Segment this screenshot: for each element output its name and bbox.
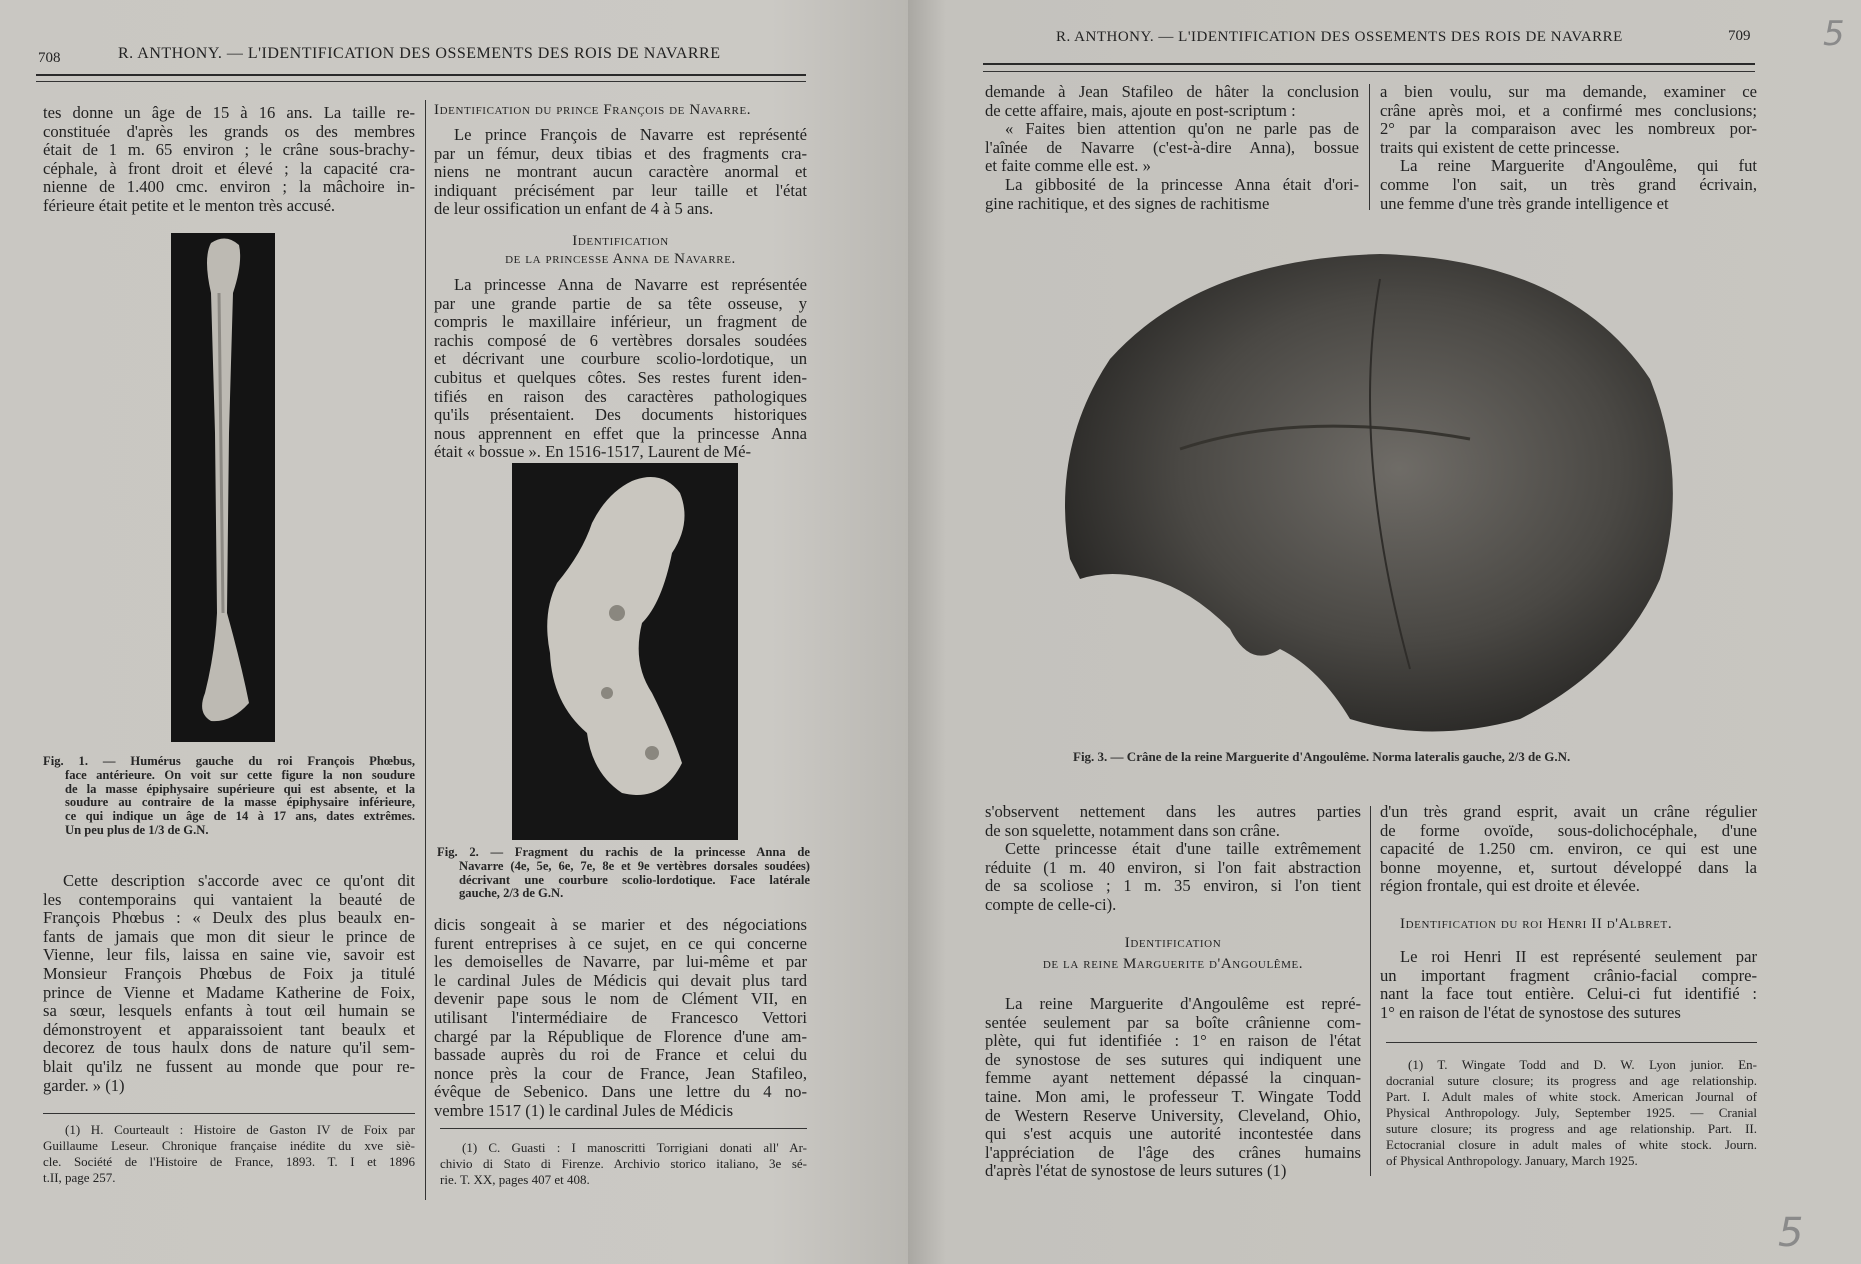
text-line: dicis songeait à se marier et des négociations	[434, 915, 807, 934]
column-divider	[1369, 84, 1370, 210]
francois-paragraph	[434, 126, 807, 219]
text-line: soudure au contraire de la masse épiphysaire inférieure,	[65, 795, 415, 810]
text-line: 1° en raison de l'état de synostose des sutures	[1380, 1002, 1681, 1022]
text-line: cubitus et quelques côtes. Ses restes furent iden-	[434, 367, 807, 387]
header-rule	[36, 74, 806, 76]
footnote-rule	[43, 1113, 415, 1114]
text-line: (1) T. Wingate Todd and D. W. Lyon junior. En-	[1408, 1057, 1757, 1072]
anna-paragraph	[434, 276, 807, 462]
text-line: et faite comme elle est. »	[985, 156, 1151, 176]
text-line: Monsieur François Phœbus de Foix ja titulé	[43, 963, 415, 983]
text-line: Cette princesse était d'une taille extrêmement	[1005, 839, 1361, 859]
text-line: les contemporains qui vantaient la beauté de	[43, 889, 415, 909]
text-line: nonce près la cour de France, Jean Stafileo,	[434, 1063, 807, 1083]
text-line: utilisant l'intermédiaire de Francesco Vettori	[434, 1007, 807, 1027]
text-line: demande à Jean Stafileo de hâter la conclusion	[985, 82, 1359, 101]
text-line: devenir pape sous le nom de Clément VII, en	[434, 989, 807, 1009]
text-line: Navarre (4e, 5e, 6e, 7e, 8e et 9e vertèbres dorsales soudées)	[459, 858, 810, 873]
text-line: Le roi Henri II est représenté seulement par	[1400, 947, 1757, 966]
text-line: d'un très grand esprit, avait un crâne régulier	[1380, 802, 1757, 821]
text-line: Ectocranial closure in adult males of white stock. Journ.	[1386, 1137, 1757, 1152]
text-line: « Faites bien attention qu'on ne parle pas de	[1005, 119, 1359, 139]
text-line: l'appréciation de l'âge des crânes humains	[985, 1142, 1361, 1162]
text-line: tes donne un âge de 15 à 16 ans. La taille re-	[43, 103, 415, 122]
text-line: decorez de tous haulx dons de nature qu'il sem-	[43, 1038, 415, 1058]
text-line: compte de celle-ci).	[985, 894, 1117, 914]
description-paragraph	[43, 872, 415, 1095]
text-line: démonstroyent et apparaissoient tant beaulx et	[43, 1019, 415, 1039]
section-heading: de la princesse Anna de Navarre.	[505, 251, 736, 267]
text-line: ce qui indique un âge de 14 à 17 ans, dates extrêmes.	[65, 809, 415, 824]
text-line: bassade auprès du roi de France et celui du	[434, 1045, 807, 1065]
anna-continued-paragraph	[985, 803, 1361, 915]
figure-2-caption	[437, 846, 810, 901]
footnote	[1386, 1057, 1757, 1169]
text-line: rachis composé de 6 vertèbres dorsales soudées	[434, 330, 807, 350]
text-line: La princesse Anna de Navarre est représentée	[454, 275, 807, 294]
left-page	[0, 0, 908, 1264]
text-line: nant la face tout entière. Celui-ci fut identifié :	[1380, 984, 1757, 1004]
text-line: 2° par la comparaison avec les nombreux por-	[1380, 119, 1757, 139]
text-line: région frontale, qui est droite et élevée.	[1380, 876, 1640, 896]
text-line: le cardinal Jules de Médicis qui devait plus tard	[434, 970, 807, 990]
text-line: docranial suture closure; its progress and age relationship.	[1386, 1073, 1757, 1088]
text-line: les demoiselles de Navarre, par lui-même et par	[434, 952, 807, 972]
text-line: chivio di Stato di Firenze. Archivio storico italiano, 3e sé-	[440, 1156, 807, 1171]
text-line: s'observent nettement dans les autres parties	[985, 802, 1361, 821]
text-line: de Western Reserve University, Cleveland, Ohio,	[985, 1105, 1361, 1125]
text-line: La reine Marguerite d'Angoulême, qui fut	[1400, 156, 1757, 176]
text-line: blait qu'ilz ne fussent au monde que pour re-	[43, 1056, 415, 1076]
text-line: de sa scoliose ; 1 m. 35 environ, si l'on tient	[985, 876, 1361, 896]
top-right-paragraph	[1380, 83, 1757, 213]
text-line: bonne moyenne, et, surtout développé dans la	[1380, 857, 1757, 877]
text-line: constituée d'après les grands os des membres	[43, 121, 415, 141]
continued-paragraph	[434, 916, 807, 1121]
text-line: céphale, à front droit et élevé ; la capacité cra-	[43, 158, 415, 178]
section-heading: Identification	[572, 233, 669, 249]
text-line: fants de jamais que mon dit sieur le prince de	[43, 926, 415, 946]
text-line: comme l'on sait, un très grand écrivain,	[1380, 174, 1757, 194]
text-line: compris le maxillaire inférieur, un fragment de	[434, 312, 807, 332]
text-line: gauche, 2/3 de G.N.	[459, 886, 564, 901]
text-line: qui s'est acquis une autorité incontestée dans	[985, 1124, 1361, 1144]
text-line: face antérieure. On voit sur cette figure la non soudure	[65, 767, 415, 782]
text-line: tifiés en raison des caractères pathologiques	[434, 386, 807, 406]
henri-paragraph	[1380, 948, 1757, 1022]
section-heading: de la reine Marguerite d'Angoulême.	[1042, 956, 1304, 972]
text-line: de leur ossification un enfant de 4 à 5 ans.	[434, 199, 714, 219]
column-divider	[1370, 806, 1371, 1176]
footnote-rule	[440, 1128, 807, 1129]
handwritten-mark: 5	[1823, 14, 1845, 54]
text-line: décrivant une courbure scolio-lordotique. Face latérale	[459, 872, 810, 887]
text-line: de son squelette, notamment dans son crâne.	[985, 820, 1280, 840]
text-line: rie. T. XX, pages 407 et 408.	[440, 1172, 590, 1187]
text-line: nous apprennent en effet que la princesse Anna	[434, 423, 807, 443]
text-line: François Phœbus : « Deulx des plus beaulx en-	[43, 908, 415, 928]
text-line: une femme d'une très grande intelligence et	[1380, 193, 1669, 213]
figure-2-vertebrae-photo	[512, 463, 738, 840]
text-line: qu'ils présentaient. Des documents historiques	[434, 405, 807, 425]
text-line: nienne de 1.400 cmc. environ ; la mâchoire in-	[43, 177, 415, 197]
text-line: vembre 1517 (1) le cardinal Jules de Médicis	[434, 1100, 734, 1120]
text-line: férieure était petite et le menton très accusé.	[43, 195, 336, 215]
text-line: t.II, page 257.	[43, 1170, 116, 1185]
text-line: crâne après moi, et a confirmé mes conclusions;	[1380, 100, 1757, 120]
text-line: évêque de Sebenico. Dans une lettre du 4 no-	[434, 1082, 807, 1102]
text-line: par un fémur, deux tibias et des fragments cra-	[434, 143, 807, 163]
running-head: R. ANTHONY. — L'IDENTIFICATION DES OSSEMENTS DES ROIS DE NAVARRE	[118, 45, 721, 62]
page-number: 708	[38, 50, 61, 66]
top-left-paragraph	[985, 83, 1359, 213]
text-line: Cette description s'accorde avec ce qu'ont dit	[63, 871, 415, 890]
section-heading: Identification du prince François de Navarre.	[434, 102, 752, 118]
text-line: cle. Société de l'Histoire de France, 1893. T. I et 1896	[43, 1154, 415, 1169]
section-heading: Identification	[1124, 935, 1222, 951]
text-line: taine. Mon ami, le professeur T. Wingate Todd	[985, 1086, 1361, 1106]
text-line: Fig. 2. — Fragment du rachis de la princesse Anna de	[437, 845, 810, 859]
text-line: prince de Vienne et Madame Katherine de Foix,	[43, 982, 415, 1002]
text-line: La gibbosité de la princesse Anna était d'ori-	[1005, 174, 1359, 194]
figure-1-humerus-photo	[171, 233, 275, 742]
figure-3-skull-photo	[1050, 249, 1686, 742]
text-line: suture closure; its progress and age relationship. Part. II.	[1386, 1121, 1757, 1136]
running-head: R. ANTHONY. — L'IDENTIFICATION DES OSSEMENTS DES ROIS DE NAVARRE	[1056, 29, 1623, 45]
text-line: un important fragment crânio-facial compre-	[1380, 965, 1757, 985]
header-rule	[983, 71, 1755, 72]
footnote	[440, 1140, 807, 1188]
text-line: était « bossue ». En 1516-1517, Laurent de Mé-	[434, 442, 752, 462]
text-line: indiquant précisément par leur taille et l'état	[434, 180, 807, 200]
text-line: de cette affaire, mais, ajoute en post-scriptum :	[985, 100, 1296, 120]
header-rule	[36, 81, 806, 82]
text-line: femme ayant nettement dépassé la cinquan-	[985, 1068, 1361, 1088]
text-line: capacité de 1.250 cm. environ, ce qui est une	[1380, 839, 1757, 859]
text-line: de la masse épiphysaire supérieure qui est absente, et la	[65, 781, 415, 796]
figure-1-caption	[43, 755, 415, 838]
text-line: sa sœur, lesquels enfants à tout œil humain se	[43, 1001, 415, 1021]
intro-paragraph	[43, 104, 415, 216]
text-line: chargé par la République de Florence d'une am-	[434, 1026, 807, 1046]
text-line: a bien voulu, sur ma demande, examiner ce	[1380, 82, 1757, 101]
text-line: (1) C. Guasti : I manoscritti Torrigiani donati all' Ar-	[462, 1140, 807, 1155]
marguerite-continued-paragraph	[1380, 803, 1757, 896]
text-line: Part. I. Adult males of white stock. American Journal of	[1386, 1089, 1757, 1104]
text-line: Physical Anthropology. July, September 1925. — Cranial	[1386, 1105, 1757, 1120]
text-line: traits qui existent de cette princesse.	[1380, 137, 1620, 157]
text-line: of Physical Anthropology. January, March 1925.	[1386, 1153, 1638, 1168]
text-line: La reine Marguerite d'Angoulême est repré-	[1005, 994, 1361, 1013]
text-line: Le prince François de Navarre est représenté	[454, 125, 807, 144]
text-line: plète, qui fut identifiée : 1° en raison de l'état	[985, 1031, 1361, 1051]
text-line: de forme ovoïde, sous-dolichocéphale, d'une	[1380, 820, 1757, 840]
text-line: l'aînée de Navarre (c'est-à-dire Anna), bossue	[985, 137, 1359, 157]
handwritten-mark: 5	[1778, 1210, 1804, 1256]
text-line: niens ne montrant aucun caractère anormal et	[434, 162, 807, 182]
footnote-rule	[1386, 1042, 1757, 1043]
text-line: furent entreprises à ce sujet, en ce qui concerne	[434, 933, 807, 953]
text-line: sentée seulement par sa boîte crânienne com-	[985, 1012, 1361, 1032]
text-line: (1) H. Courteault : Histoire de Gaston IV de Foix par	[65, 1122, 415, 1137]
text-line: par une grande partie de sa tête osseuse, y	[434, 293, 807, 313]
page-number: 709	[1728, 28, 1751, 44]
column-divider	[425, 100, 426, 1200]
figure-3-caption: Fig. 3. — Crâne de la reine Marguerite d'Angoulême. Norma lateralis gauche, 2/3 de G.N.	[1073, 749, 1571, 764]
text-line: d'après l'état de synostose de leurs sutures (1)	[985, 1161, 1287, 1181]
text-line: Fig. 1. — Humérus gauche du roi François Phœbus,	[43, 754, 415, 768]
text-line: Un peu plus de 1/3 de G.N.	[65, 822, 209, 837]
marguerite-paragraph	[985, 995, 1361, 1181]
text-line: était de 1 m. 65 environ ; le crâne sous-brachy-	[43, 140, 415, 160]
text-line: Guillaume Leseur. Chronique française inédite du xve siè-	[43, 1138, 415, 1153]
text-line: Vienne, leur fils, laissa en saine vie, savoir est	[43, 945, 415, 965]
text-line: réduite (1 m. 40 environ, si l'on fait abstraction	[985, 857, 1361, 877]
header-rule	[983, 63, 1755, 65]
footnote	[43, 1122, 415, 1186]
right-page	[908, 0, 1861, 1264]
section-heading: Identification du roi Henri II d'Albret.	[1400, 916, 1673, 932]
text-line: et décrivant une courbure scolio-lordotique, un	[434, 349, 807, 369]
text-line: de synostose de ses sutures qui indiquent une	[985, 1049, 1361, 1069]
text-line: garder. » (1)	[43, 1075, 125, 1095]
text-line: gine rachitique, et des signes de rachitisme	[985, 193, 1270, 213]
